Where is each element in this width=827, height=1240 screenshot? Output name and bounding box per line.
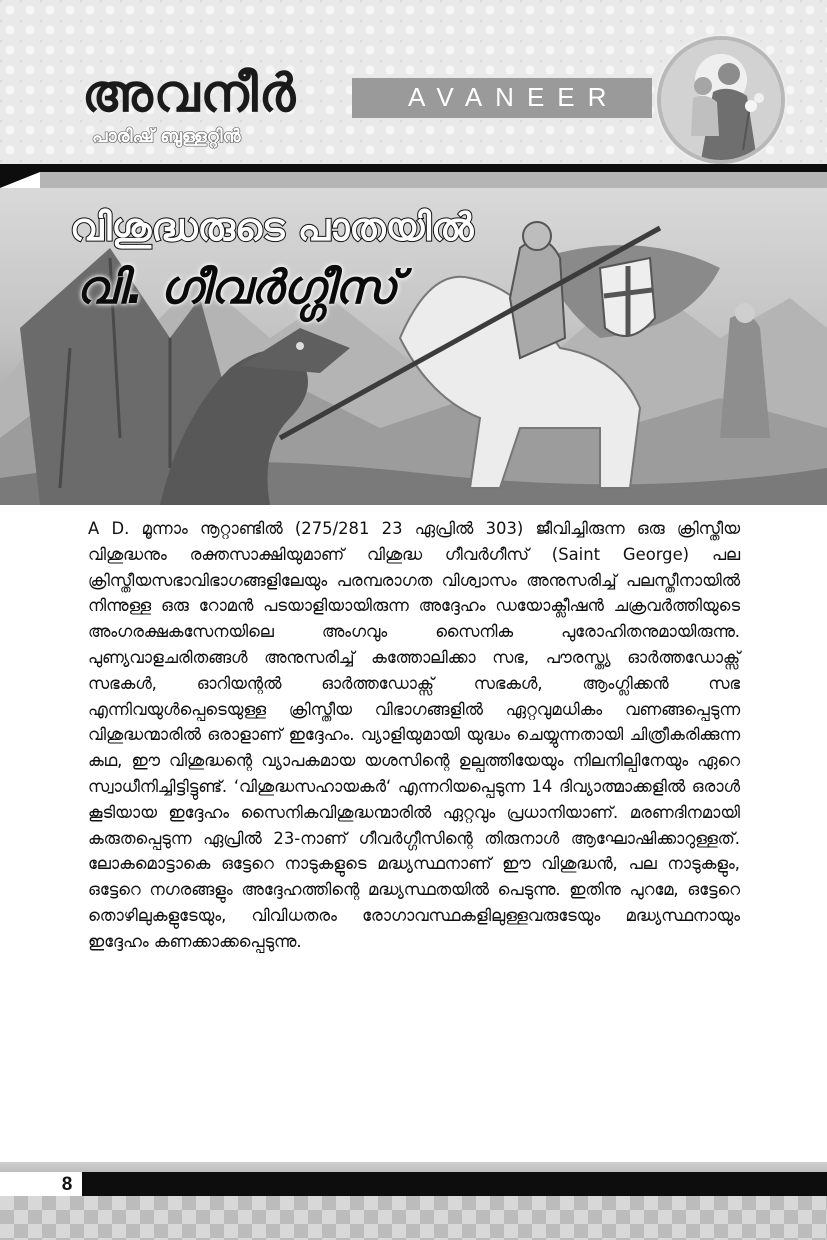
bulletin-title: അവനീർ — [82, 64, 297, 124]
header-divider — [0, 164, 827, 172]
hero-banner — [0, 188, 827, 505]
page-number: 8 — [61, 1174, 73, 1195]
saint-joseph-icon — [661, 40, 781, 160]
bulletin-title-latin: AVANEER — [408, 82, 620, 112]
saint-medallion-image — [657, 36, 785, 164]
footer-bar — [82, 1172, 827, 1196]
article-body: A D. മൂന്നാം നൂറ്റാണ്ടിൽ (275/281 23 ഏപ്രിൽ 303) ജീവിച്ചിരുന്ന ഒരു ക്രിസ്തീയ വിശുദ്ധനും രക്തസാക്ഷിയുമാണ് വിശുദ്ധ ഗീവർഗീസ് (Saint George) പല ക്രിസ്തീയസഭാവിഭാഗങ്ങളിലേയും പരമ്പരാഗത വിശ്വാസം അനുസരിച്ച് പലസ്തീനായിൽ നിന്നുള്ള ഒരു റോമൻ പടയാളിയായിരുന്ന അദ്ദേഹം ഡയോക്ലീഷൻ ചക്രവർത്തിയുടെ അംഗരക്ഷകസേനയിലെ അംഗവും സൈനിക പുരോഹിതനുമായിരുന്നു. പുണ്യവാളചരിതങ്ങൾ അനുസരിച്ച് കത്തോലിക്കാ സഭ, പൗരസ്ത്യ ഓർത്തഡോക്സ് സഭകൾ, ഓറിയന്റൽ ഓർത്തഡോക്സ് സഭകൾ, ആംഗ്ലിക്കൻ സഭ എന്നിവയുൾപ്പെടെയുള്ള ക്രിസ്തീയ വിഭാഗങ്ങളിൽ ഏറ്റവുമധികം വണങ്ങപ്പെടുന്ന വിശുദ്ധന്മാരിൽ ഒരാളാണ് ഇദ്ദേഹം. വ്യാളിയുമായി യുദ്ധം ചെയ്യുന്നതായി ചിത്രീകരിക്കുന്ന കഥ, ഈ വിശുദ്ധന്റെ വ്യാപകമായ യശസിന്റെ ഉല്പത്തിയേയും നിലനില്പിനേയും ഏറെ സ്വാധീനിച്ചിട്ടിട്ടുണ്ട്. ‘വിശുദ്ധസഹായകർ‘ എന്നറിയപ്പെടുന്ന 14 ദിവ്യാത്മാക്കളിൽ ഒരാൾ കൂടിയായ ഇദ്ദേഹം സൈനികവിശുദ്ധന്മാരിൽ ഏറ്റവും പ്രധാനിയാണ്. മരണദിനമായി കരുതപ്പെടുന്ന ഏപ്രിൽ 23-നാണ് ഗീവർഗ്ഗീസിന്റെ തിരുനാൾ ആഘോഷിക്കാറുള്ളത്. ലോകമൊട്ടാകെ ഒട്ടേറെ നാടുകളുടെ മദ്ധ്യസ്ഥനാണ് ഈ വിശുദ്ധൻ, പല നാടുകളും, ഒട്ടേറെ നഗരങ്ങളും അദ്ദേഹത്തിന്റെ മദ്ധ്യസ്ഥതയിൽ പെടുന്നു. ഇതിനു പുറമേ, ഒട്ടേറെ തൊഴിലുകളുടേയും, വിവിധതരം രോഗാവസ്ഥകളിലുള്ളവരുടേയും മദ്ധ്യസ്ഥനായും ഇദ്ദേഹം കണക്കാക്കപ്പെടുന്നു. — [88, 519, 740, 951]
hero-heading: വിശുദ്ധരുടെ പാതയിൽ — [70, 205, 474, 249]
header-divider-wedge — [0, 172, 40, 188]
footer-pattern — [0, 1196, 827, 1240]
bulletin-subtitle: പാരിഷ് ബുള്ളറ്റിൻ — [92, 126, 241, 147]
hero-saint-name: വി. ഗീവർഗ്ഗീസ് — [76, 260, 398, 314]
footer-band — [0, 1162, 827, 1172]
page-header — [0, 0, 827, 165]
header-divider-grey — [40, 172, 827, 188]
